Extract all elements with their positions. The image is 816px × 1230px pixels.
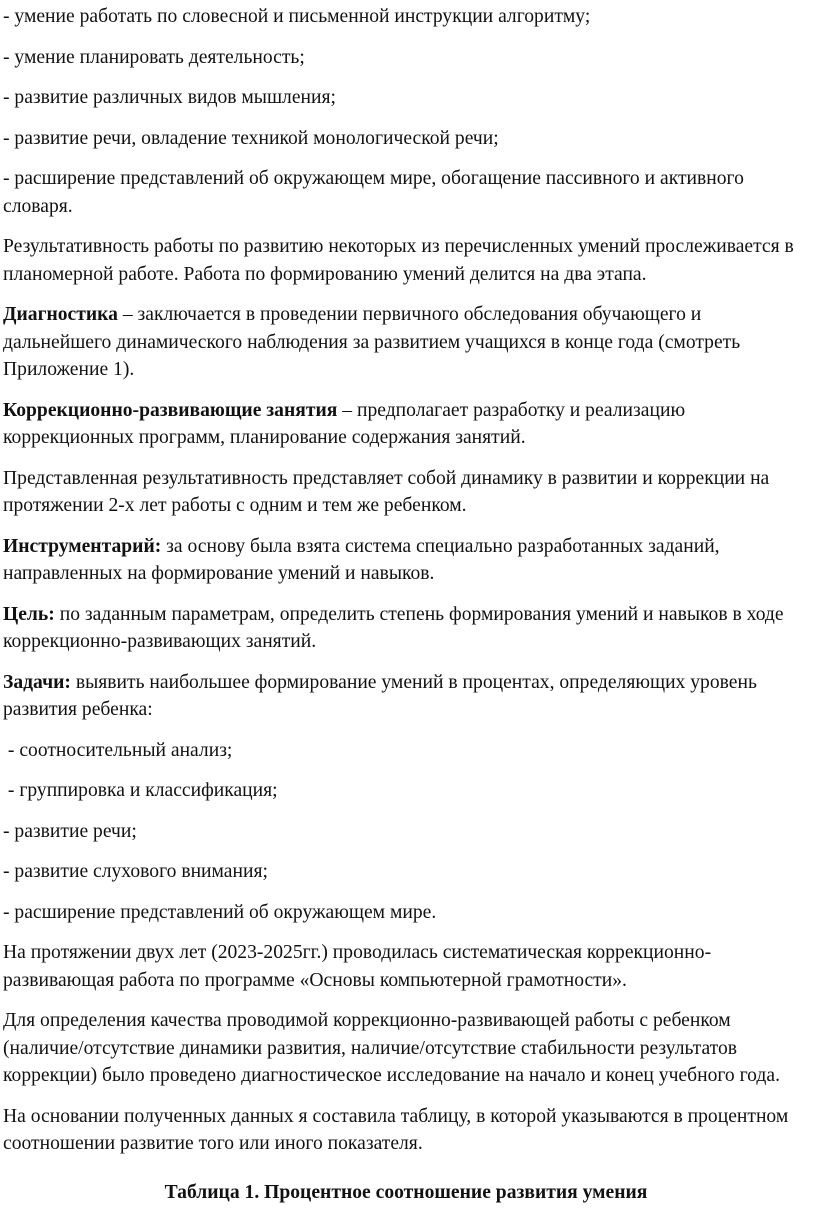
paragraph-result: Результативность работы по развитию некоторых из перечисленных умений прослеживается в планомерной работе. Работа по формированию умений делится на два этапа. (3, 236, 794, 285)
diagnostics-label: Диагностика (3, 304, 118, 325)
paragraph-tools (3, 533, 809, 588)
list-item: - расширение представлений об окружающем мире, обогащение пассивного и активного словаря. (3, 168, 744, 217)
paragraph-correction (3, 397, 809, 452)
table-caption: Таблица 1. Процентное соотношение развития умения (164, 1181, 648, 1203)
goal-text: по заданным параметрам, определить степень формирования умений и навыков в ходе коррекционно-развивающих занятий. (3, 603, 784, 652)
tasks-label: Задачи: (3, 671, 71, 693)
correction-label: Коррекционно-развивающие занятия (3, 399, 338, 421)
paragraph-table-intro: На основании полученных данных я составила таблицу, в которой указываются в процентном соотношении развитие того или иного показателя. (3, 1105, 789, 1154)
list-item: - развитие речи; (3, 820, 137, 842)
diagnostics-text: – заключается в проведении первичного обследования обучающего и дальнейшего динамического наблюдения за развитием учащихся в конце года (смотреть Приложение 1). (3, 304, 741, 380)
tools-label: Инструментарий: (3, 535, 162, 557)
list-item: - расширение представлений об окружающем мире. (3, 901, 437, 923)
paragraph-dynamics: Представленная результативность представляет собой динамику в развитии и коррекции на протяжении 2-х лет работы с одним и тем же ребенком. (3, 467, 770, 516)
paragraph-quality: Для определения качества проводимой коррекционно-развивающей работы с ребенком (наличие/отсутствие динамики развития, наличие/отсутствие стабильности результатов коррекции) было проведено диагностическое исследование на начало и конец учебного года. (3, 1010, 780, 1086)
paragraph-tasks (3, 669, 809, 724)
tools-text: за основу была взята система специально разработанных заданий, направленных на формирование умений и навыков. (3, 535, 720, 584)
correction-text: – предполагает разработку и реализацию коррекционных программ, планирование содержания занятий. (3, 399, 686, 448)
list-item: - развитие слухового внимания; (3, 861, 268, 882)
paragraph-period: На протяжении двух лет (2023-2025гг.) проводилась систематическая коррекционно-развивающая работа по программе «Основы компьютерной грамотности». (3, 942, 712, 991)
list-item: - умение работать по словесной и письменной инструкции алгоритму; (3, 6, 591, 27)
document-page (3, 0, 809, 1206)
goal-label: Цель: (3, 603, 55, 625)
tasks-text: выявить наибольшее формирование умений в процентах, определяющих уровень развития ребенка: (3, 671, 757, 720)
list-item: - соотносительный анализ; (3, 739, 233, 761)
paragraph-goal (3, 601, 809, 656)
list-item: - группировка и классификация; (3, 780, 278, 801)
list-item: - развитие различных видов мышления; (3, 87, 336, 108)
list-item: - умение планировать деятельность; (3, 46, 305, 68)
list-item: - развитие речи, овладение техникой монологической речи; (3, 127, 499, 149)
paragraph-diagnostics (3, 301, 809, 384)
